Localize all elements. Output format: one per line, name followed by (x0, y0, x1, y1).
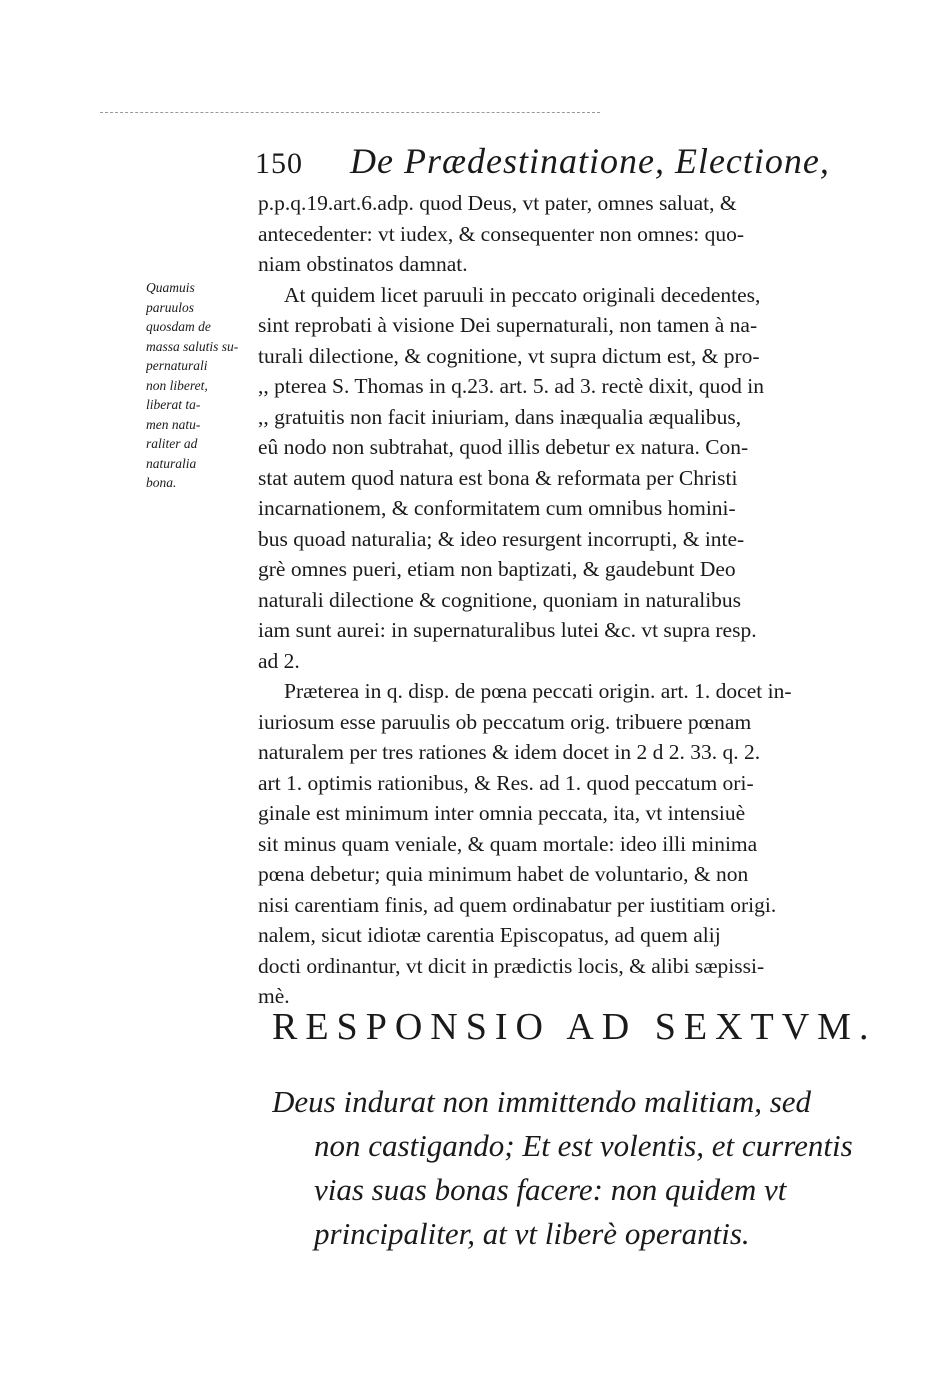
text-line: eû nodo non subtrahat, quod illis debetur ex natura. Con- (258, 435, 749, 459)
text-line: stat autem quod natura est bona & reformata per Christi (258, 465, 738, 490)
summary-line: non castigando; Et est volentis, et currentis (314, 1128, 853, 1163)
text-line: p.p.q.19.art.6.adp. quod Deus, vt pater, omnes saluat, & (258, 191, 737, 215)
section-summary (272, 1080, 897, 1256)
summary-line: principaliter, at vt liberè operantis. (314, 1216, 750, 1251)
text-line: nisi carentiam finis, ad quem ordinabatur per iustitiam origi. (258, 892, 777, 917)
text-line: mè. (258, 984, 290, 1008)
text-line: naturalem per tres rationes & idem docet in 2 d 2. 33. q. 2. (258, 740, 761, 764)
text-line: iam sunt aurei: in supernaturalibus lutei &c. vt supra resp. (258, 618, 757, 642)
paragraph-2 (258, 280, 890, 677)
text-line: antecedenter: vt iudex, & consequenter non omnes: quo- (258, 221, 744, 246)
main-text (258, 188, 890, 1012)
marginal-note-line: non liberet, (146, 377, 208, 393)
page-number: 150 (255, 147, 303, 180)
text-line: ad 2. (258, 648, 300, 673)
marginal-note-line: liberat ta- (146, 397, 201, 412)
summary-line: vias suas bonas facere: non quidem vt (314, 1172, 787, 1207)
text-line: incarnationem, & conformitatem cum omnibus homini- (258, 496, 736, 520)
running-title: De Prædestinatione, Electione, (350, 141, 830, 181)
summary-line: Deus indurat non immittendo malitiam, sed (272, 1084, 812, 1119)
text-line: docti ordinantur, vt dicit in prædictis locis, & alibi sæpissi- (258, 953, 765, 978)
text-line: iuriosum esse paruulis ob peccatum orig. tribuere pœnam (258, 709, 752, 734)
marginal-note-line: bona. (146, 475, 177, 490)
text-line: naturali dilectione & cognitione, quoniam in naturalibus (258, 587, 742, 612)
text-line: bus quoad naturalia; & ideo resurgent incorrupti, & inte- (258, 526, 745, 551)
text-line: niam obstinatos damnat. (258, 252, 468, 276)
page-header (255, 140, 895, 190)
top-rule (100, 112, 600, 113)
section-heading: RESPONSIO AD SEXTVM. (272, 1006, 877, 1048)
text-line: art 1. optimis rationibus, & Res. ad 1. quod peccatum ori- (258, 770, 754, 795)
marginal-note-line: pernaturali (146, 358, 208, 373)
text-line: sit minus quam veniale, & quam mortale: ideo illi minima (258, 831, 758, 856)
marginal-note-line: men natu- (146, 416, 201, 432)
text-line: grè omnes pueri, etiam non baptizati, & gaudebunt Deo (258, 557, 736, 581)
paragraph-1 (258, 188, 890, 280)
text-line: ginale est minimum inter omnia peccata, ita, vt intensiuè (258, 801, 746, 825)
text-line: ,, pterea S. Thomas in q.23. art. 5. ad 3. rectè dixit, quod in (258, 374, 764, 398)
marginal-note-line: naturalia (146, 455, 197, 471)
text-line: ,, gratuitis non facit iniuriam, dans inæqualia æqualibus, (258, 404, 742, 429)
marginal-note-line: paruulos (146, 299, 195, 315)
text-line: sint reprobati à visione Dei supernaturali, non tamen à na- (258, 313, 758, 337)
marginal-note-line: quosdam de (146, 319, 211, 334)
text-line: nalem, sicut idiotæ carentia Episcopatus, ad quem alij (258, 923, 721, 947)
paragraph-3 (258, 676, 890, 1012)
text-line: At quidem licet paruuli in peccato originali decedentes, (284, 282, 761, 307)
text-line: Præterea in q. disp. de pœna peccati origin. art. 1. docet in- (284, 679, 792, 703)
marginal-note-line: Quamuis (146, 280, 195, 295)
text-line: turali dilectione, & cognitione, vt supra dictum est, & pro- (258, 343, 760, 368)
marginal-note-line: raliter ad (146, 436, 198, 451)
text-line: pœna debetur; quia minimum habet de voluntario, & non (258, 862, 749, 886)
marginal-note (146, 278, 256, 493)
marginal-note-line: massa salutis su- (146, 338, 239, 354)
